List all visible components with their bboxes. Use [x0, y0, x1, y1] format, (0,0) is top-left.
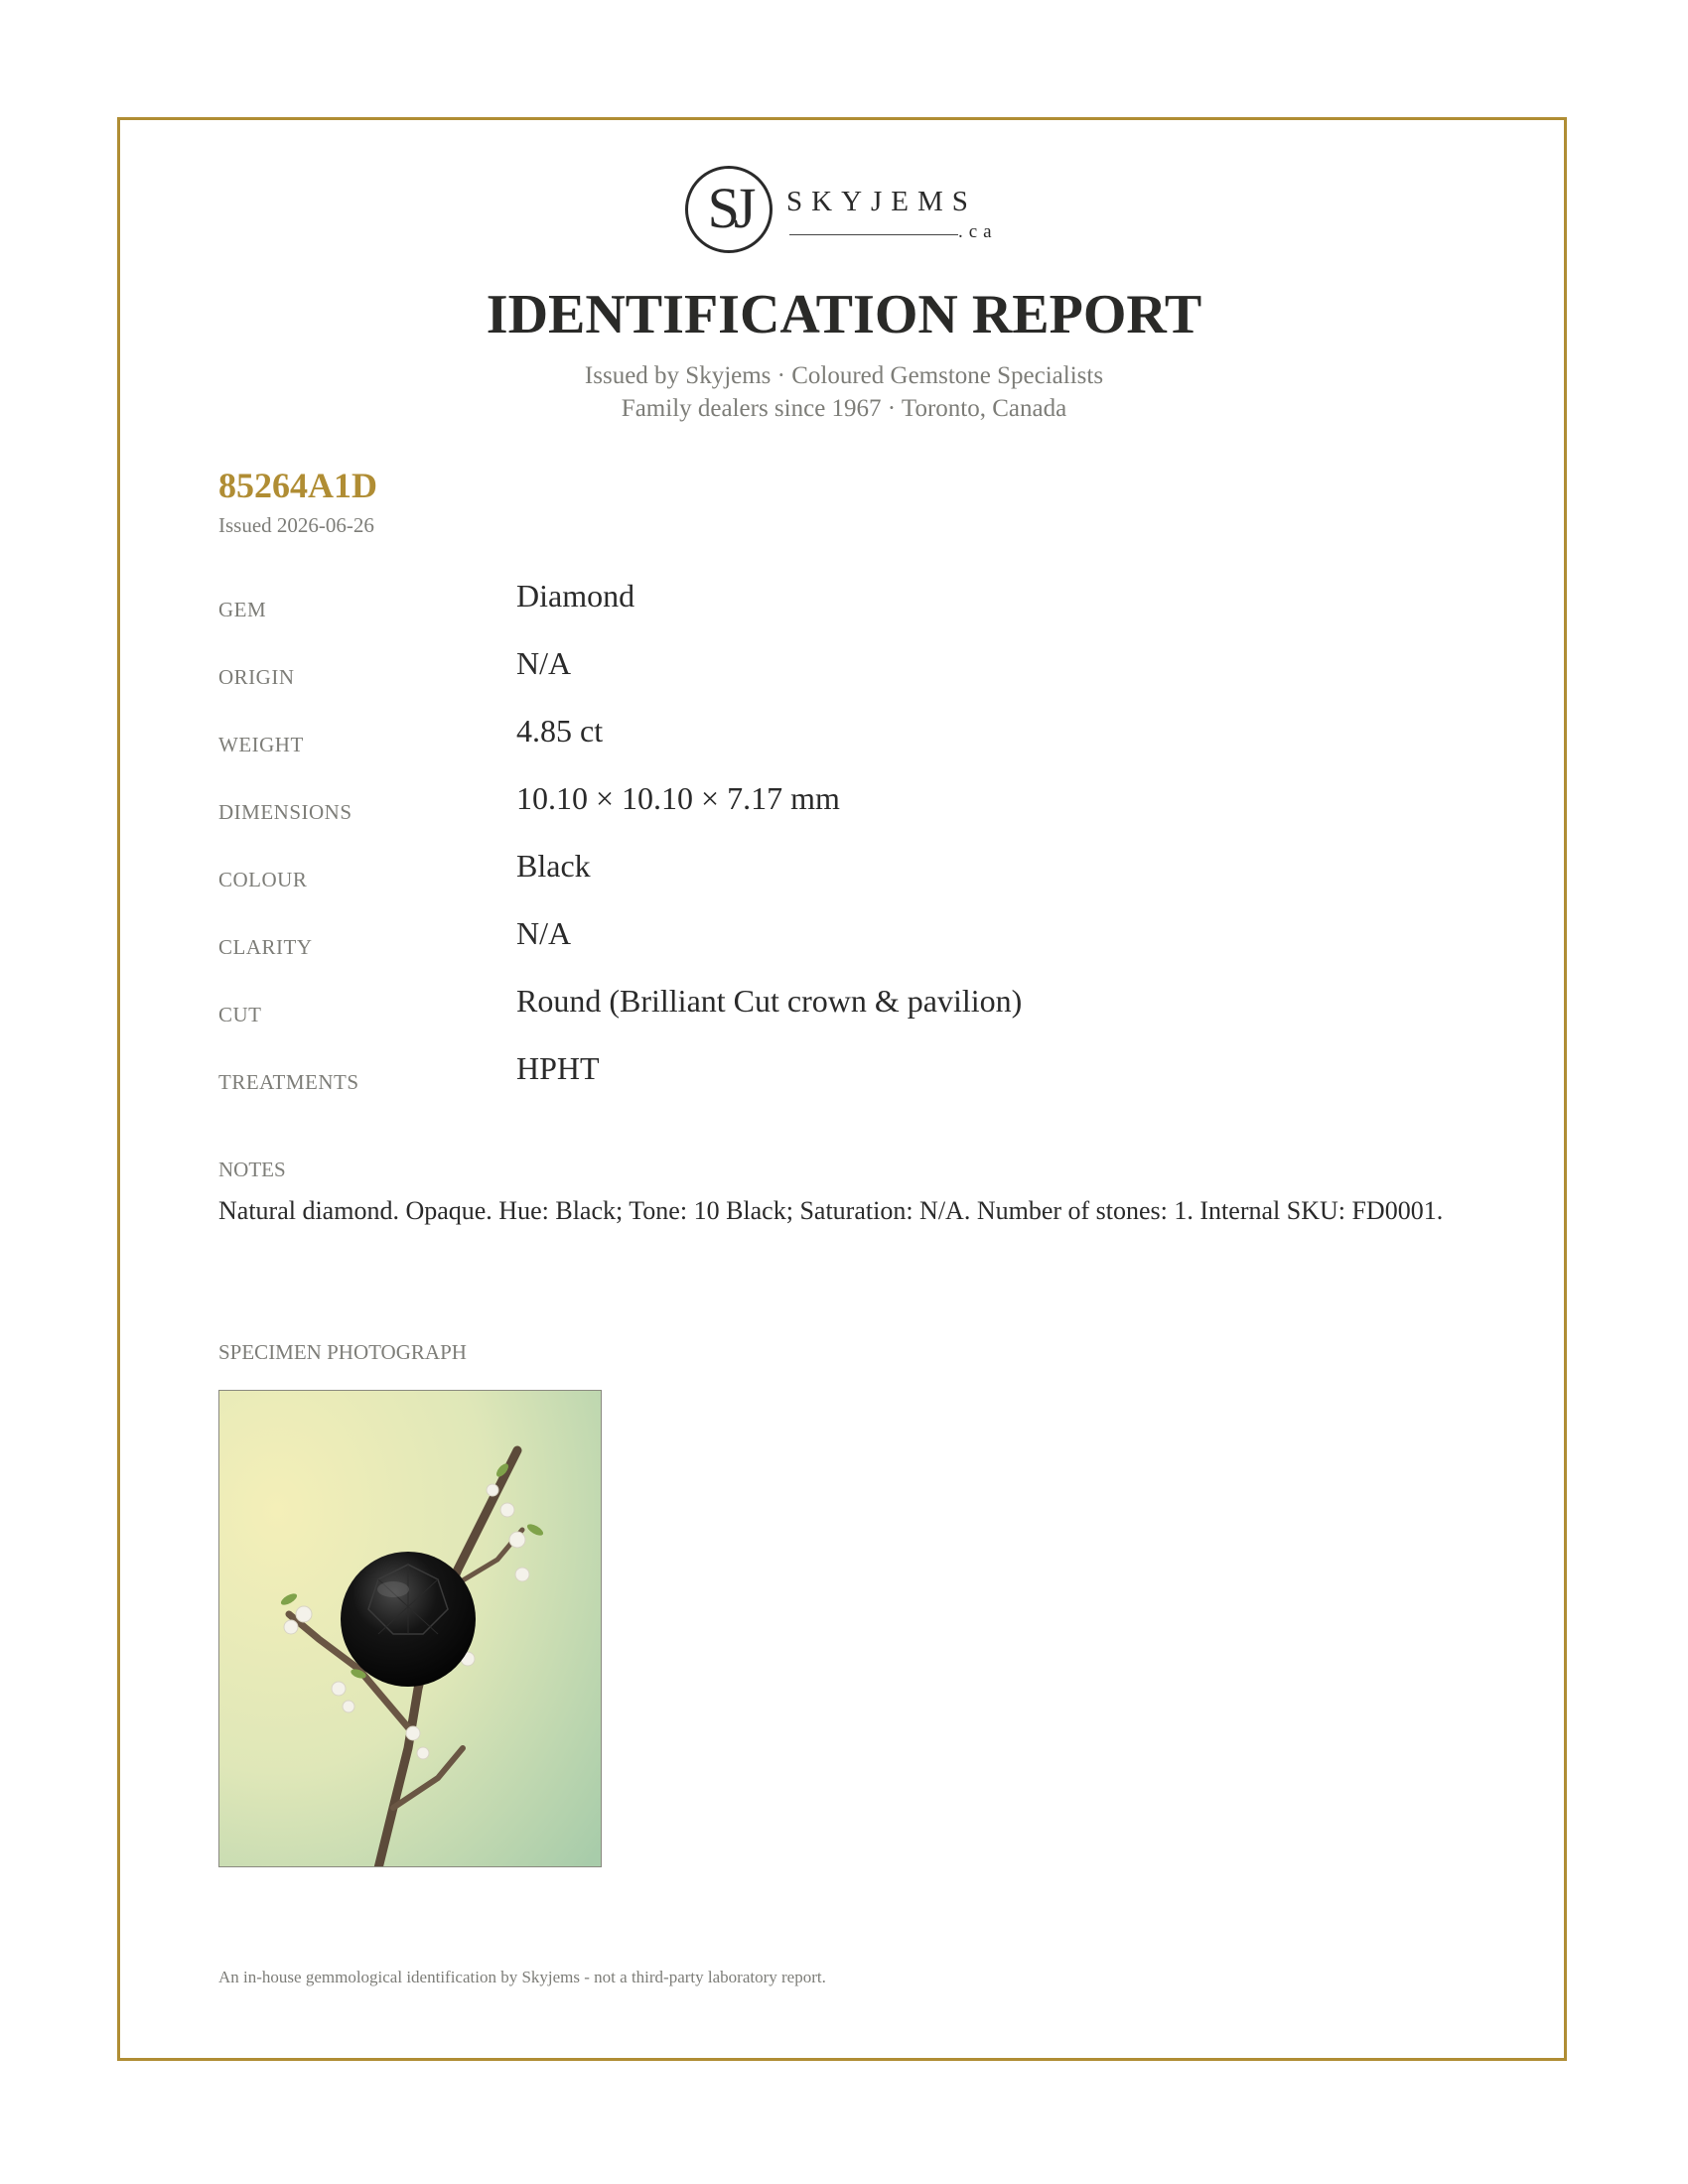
field-value: Round (Brilliant Cut crown & pavilion)	[516, 983, 1023, 1019]
field-dimensions	[218, 780, 1470, 830]
field-treatments	[218, 1050, 1470, 1100]
field-value: N/A	[516, 645, 572, 681]
field-weight	[218, 713, 1470, 762]
logo-monogram	[685, 166, 773, 253]
logo-suffix: .ca	[958, 221, 998, 242]
report-id: 85264A1D	[218, 466, 377, 505]
field-gem	[218, 578, 1470, 627]
report-title: IDENTIFICATION REPORT	[486, 284, 1202, 345]
field-label: CUT	[218, 1003, 262, 1026]
field-value: Diamond	[516, 578, 635, 614]
field-clarity	[218, 915, 1470, 965]
field-value: N/A	[516, 915, 572, 951]
disclaimer: An in-house gemmological identification by Skyjems - not a third-party laboratory report.	[218, 1968, 826, 1986]
field-label: CLARITY	[218, 935, 313, 959]
photo-label: SPECIMEN PHOTOGRAPH	[218, 1340, 467, 1364]
issuer-line: Issued by Skyjems · Coloured Gemstone Specialists	[584, 362, 1104, 389]
logo-wordmark: SKYJEMS	[786, 186, 977, 217]
notes-label: NOTES	[218, 1158, 286, 1181]
field-origin	[218, 645, 1470, 695]
logo-monogram-text: SJ	[707, 176, 751, 240]
field-value: Black	[516, 848, 591, 884]
specimen-photo	[218, 1390, 602, 1867]
field-cut	[218, 983, 1470, 1032]
logo-rule	[789, 234, 958, 235]
specimen-image	[219, 1391, 602, 1867]
field-label: ORIGIN	[218, 665, 295, 689]
notes-text: Natural diamond. Opaque. Hue: Black; Tone: 10 Black; Saturation: N/A. Number of stones: 1. Internal SKU: FD0001.	[218, 1196, 1444, 1225]
field-value: 10.10 × 10.10 × 7.17 mm	[516, 780, 840, 816]
field-label: DIMENSIONS	[218, 800, 352, 824]
issue-date: Issued 2026-06-26	[218, 513, 374, 537]
field-label: GEM	[218, 598, 267, 621]
skyjems-logo	[685, 164, 1003, 263]
dealer-line: Family dealers since 1967 · Toronto, Canada	[621, 395, 1067, 422]
field-value: 4.85 ct	[516, 713, 604, 749]
field-value: HPHT	[516, 1050, 600, 1086]
field-label: TREATMENTS	[218, 1070, 359, 1094]
field-label: COLOUR	[218, 868, 308, 891]
field-label: WEIGHT	[218, 733, 304, 756]
field-colour	[218, 848, 1470, 897]
